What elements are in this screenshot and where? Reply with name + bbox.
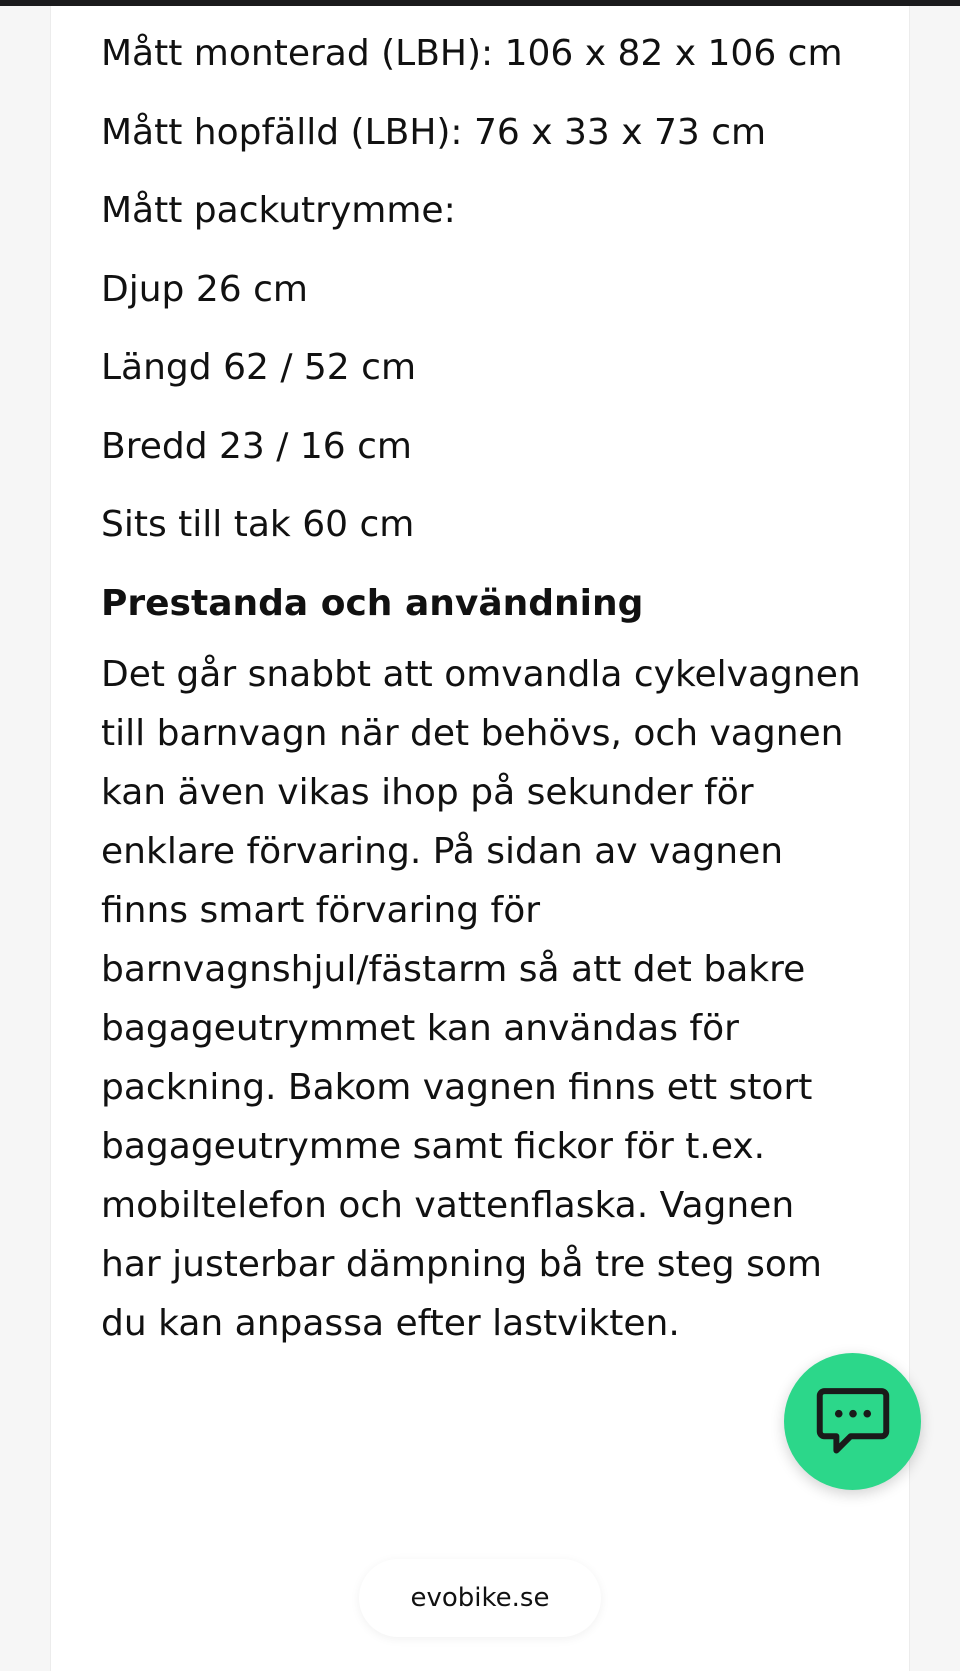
performance-description: Det går snabbt att omvandla cykelvagnen till barnvagn när det behövs, och vagnen kan även vikas ihop på sekunder för enklare förvaring. På sidan av vagnen finns smart förvaring för barnvagnshjul/fästarm så att det bakre bagageutrymmet kan användas för packning. Bakom vagnen finns ett stort bagageutrymme samt fickor för t.ex. mobiltelefon och vattenflaska. Vagnen har justerbar dämpning bå tre steg som du kan anpassa efter lastvikten.	[101, 653, 861, 1344]
chat-bubble-icon	[815, 1384, 891, 1460]
section-heading-performance: Prestanda och användning	[101, 582, 644, 624]
product-specs	[101, 24, 861, 1353]
spec-assembled-dimensions: Mått monterad (LBH): 106 x 82 x 106 cm	[101, 33, 843, 74]
chat-button[interactable]	[784, 1353, 921, 1490]
spec-depth: Djup 26 cm	[101, 268, 308, 310]
spec-storage-title: Mått packutrymme:	[101, 190, 456, 231]
spec-width: Bredd 23 / 16 cm	[101, 425, 412, 467]
spec-length: Längd 62 / 52 cm	[101, 347, 417, 388]
spec-seat-to-roof: Sits till tak 60 cm	[101, 504, 415, 545]
spec-folded-dimensions: Mått hopfälld (LBH): 76 x 33 x 73 cm	[101, 111, 767, 153]
browser-url-pill[interactable]: evobike.se	[359, 1559, 601, 1637]
